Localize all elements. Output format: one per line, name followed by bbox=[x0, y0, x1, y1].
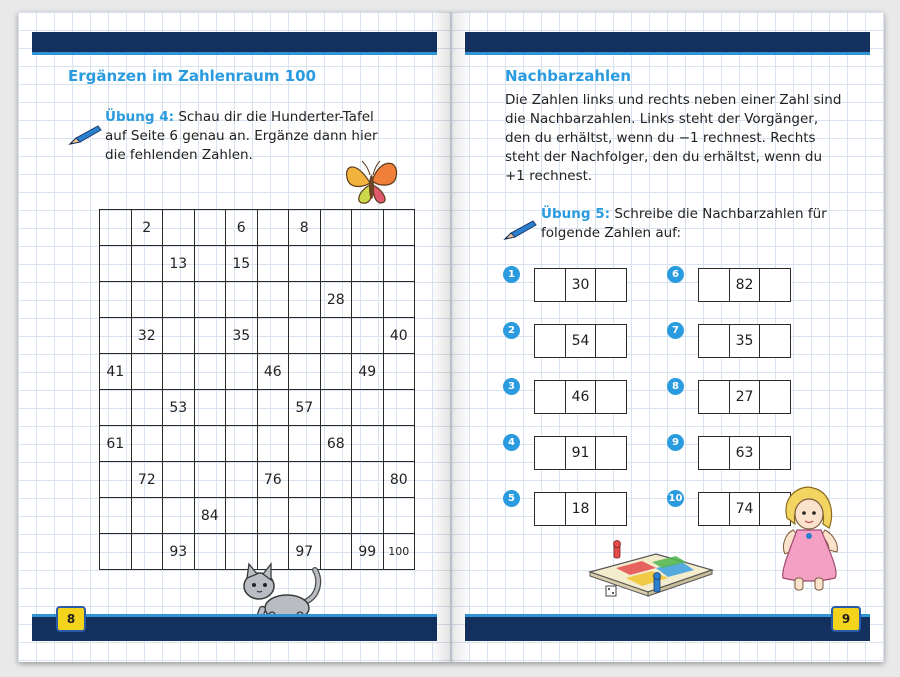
grid-row bbox=[100, 246, 415, 282]
grid-cell-given: 49 bbox=[352, 354, 384, 390]
task-number-badge: 9 bbox=[667, 434, 684, 451]
grid-cell-empty[interactable] bbox=[257, 390, 289, 426]
grid-cell-empty[interactable] bbox=[352, 390, 384, 426]
exercise-5-label: Übung 5: bbox=[541, 206, 611, 222]
instruction-line: folgende Zahlen auf: bbox=[541, 225, 681, 241]
grid-cell-empty[interactable] bbox=[194, 354, 226, 390]
grid-cell-empty[interactable] bbox=[289, 318, 321, 354]
grid-cell-given: 72 bbox=[131, 462, 163, 498]
grid-cell-given: 35 bbox=[226, 318, 258, 354]
grid-cell-given: 68 bbox=[320, 426, 352, 462]
grid-cell-empty[interactable] bbox=[226, 390, 258, 426]
instruction-line: Schau dir die Hunderter-Tafel bbox=[178, 109, 374, 125]
neighbor-task bbox=[667, 324, 791, 358]
predecessor-box[interactable] bbox=[534, 436, 566, 470]
grid-cell-empty[interactable] bbox=[383, 354, 415, 390]
predecessor-box[interactable] bbox=[698, 492, 730, 526]
grid-row bbox=[100, 390, 415, 426]
grid-cell-empty[interactable] bbox=[194, 282, 226, 318]
grid-cell-empty[interactable] bbox=[163, 426, 195, 462]
grid-cell-empty[interactable] bbox=[163, 282, 195, 318]
successor-box[interactable] bbox=[759, 436, 791, 470]
grid-cell-empty[interactable] bbox=[100, 534, 132, 570]
grid-cell-empty[interactable] bbox=[383, 390, 415, 426]
neighbor-task bbox=[503, 436, 627, 470]
grid-cell-empty[interactable] bbox=[100, 390, 132, 426]
grid-cell-empty[interactable] bbox=[100, 246, 132, 282]
given-number: 82 bbox=[729, 268, 761, 302]
grid-cell-empty[interactable] bbox=[226, 354, 258, 390]
grid-cell-empty[interactable] bbox=[257, 426, 289, 462]
grid-cell-given: 61 bbox=[100, 426, 132, 462]
bottom-band bbox=[465, 614, 870, 641]
grid-cell-empty[interactable] bbox=[383, 426, 415, 462]
grid-cell-given: 99 bbox=[352, 534, 384, 570]
grid-cell-empty[interactable] bbox=[383, 282, 415, 318]
successor-box[interactable] bbox=[595, 436, 627, 470]
grid-cell-empty[interactable] bbox=[320, 354, 352, 390]
given-number: 30 bbox=[565, 268, 597, 302]
grid-cell-empty[interactable] bbox=[352, 282, 384, 318]
grid-cell-empty[interactable] bbox=[194, 462, 226, 498]
predecessor-box[interactable] bbox=[534, 380, 566, 414]
neighbor-intro bbox=[505, 91, 865, 186]
successor-box[interactable] bbox=[595, 492, 627, 526]
given-number: 74 bbox=[729, 492, 761, 526]
grid-cell-empty[interactable] bbox=[163, 354, 195, 390]
grid-cell-empty[interactable] bbox=[383, 246, 415, 282]
grid-cell-given: 8 bbox=[289, 210, 321, 246]
grid-cell-empty[interactable] bbox=[131, 354, 163, 390]
grid-cell-empty[interactable] bbox=[163, 210, 195, 246]
grid-cell-empty[interactable] bbox=[100, 210, 132, 246]
predecessor-box[interactable] bbox=[698, 324, 730, 358]
task-number-badge: 10 bbox=[667, 490, 684, 507]
given-number: 63 bbox=[729, 436, 761, 470]
instruction-line: auf Seite 6 genau an. Ergänze dann hier bbox=[105, 128, 378, 144]
grid-row bbox=[100, 354, 415, 390]
task-number-badge: 7 bbox=[667, 322, 684, 339]
task-number-badge: 4 bbox=[503, 434, 520, 451]
grid-cell-empty[interactable] bbox=[194, 318, 226, 354]
grid-cell-given: 57 bbox=[289, 390, 321, 426]
grid-cell-empty[interactable] bbox=[163, 498, 195, 534]
intro-line: Die Zahlen links und rechts neben einer Zahl sind bbox=[505, 92, 842, 108]
hundred-grid bbox=[99, 209, 415, 570]
grid-cell-empty[interactable] bbox=[131, 282, 163, 318]
predecessor-box[interactable] bbox=[534, 324, 566, 358]
grid-cell-empty[interactable] bbox=[352, 498, 384, 534]
page-number-left: 8 bbox=[56, 606, 86, 632]
grid-cell-empty[interactable] bbox=[131, 534, 163, 570]
grid-cell-given: 97 bbox=[289, 534, 321, 570]
grid-cell-empty[interactable] bbox=[257, 282, 289, 318]
predecessor-box[interactable] bbox=[534, 492, 566, 526]
grid-cell-given: 100 bbox=[383, 534, 415, 570]
grid-cell-empty[interactable] bbox=[320, 390, 352, 426]
grid-cell-empty[interactable] bbox=[320, 246, 352, 282]
given-number: 46 bbox=[565, 380, 597, 414]
successor-box[interactable] bbox=[595, 380, 627, 414]
grid-cell-empty[interactable] bbox=[194, 246, 226, 282]
butterfly-icon bbox=[340, 155, 404, 213]
grid-cell-empty[interactable] bbox=[257, 210, 289, 246]
predecessor-box[interactable] bbox=[534, 268, 566, 302]
neighbor-task bbox=[667, 380, 791, 414]
grid-cell-empty[interactable] bbox=[131, 498, 163, 534]
grid-cell-empty[interactable] bbox=[257, 498, 289, 534]
grid-cell-given: 53 bbox=[163, 390, 195, 426]
grid-cell-empty[interactable] bbox=[194, 534, 226, 570]
grid-cell-empty[interactable] bbox=[320, 318, 352, 354]
grid-cell-empty[interactable] bbox=[100, 318, 132, 354]
page-number-right: 9 bbox=[831, 606, 861, 632]
grid-cell-empty[interactable] bbox=[289, 462, 321, 498]
exercise-4-label: Übung 4: bbox=[105, 109, 175, 125]
left-page-heading: Ergänzen im Zahlenraum 100 bbox=[68, 67, 317, 85]
grid-cell-empty[interactable] bbox=[257, 246, 289, 282]
grid-cell-empty[interactable] bbox=[131, 390, 163, 426]
grid-cell-empty[interactable] bbox=[194, 210, 226, 246]
grid-cell-empty[interactable] bbox=[194, 426, 226, 462]
neighbor-task bbox=[503, 268, 627, 302]
right-page bbox=[451, 12, 884, 662]
grid-cell-empty[interactable] bbox=[383, 210, 415, 246]
successor-box[interactable] bbox=[595, 268, 627, 302]
grid-cell-given: 84 bbox=[194, 498, 226, 534]
top-band bbox=[465, 32, 870, 55]
instruction-line: die fehlenden Zahlen. bbox=[105, 147, 253, 163]
given-number: 35 bbox=[729, 324, 761, 358]
grid-cell-empty[interactable] bbox=[289, 426, 321, 462]
given-number: 91 bbox=[565, 436, 597, 470]
grid-cell-given: 13 bbox=[163, 246, 195, 282]
doll-icon bbox=[773, 484, 845, 594]
predecessor-box[interactable] bbox=[698, 268, 730, 302]
right-page-heading: Nachbarzahlen bbox=[505, 67, 632, 85]
task-number-badge: 1 bbox=[503, 266, 520, 283]
successor-box[interactable] bbox=[759, 380, 791, 414]
left-page bbox=[18, 12, 451, 662]
grid-cell-given: 15 bbox=[226, 246, 258, 282]
intro-line: +1 rechnest. bbox=[505, 168, 593, 184]
grid-cell-empty[interactable] bbox=[289, 246, 321, 282]
pencil-icon bbox=[68, 124, 102, 146]
grid-cell-empty[interactable] bbox=[320, 462, 352, 498]
grid-cell-empty[interactable] bbox=[163, 318, 195, 354]
successor-box[interactable] bbox=[759, 324, 791, 358]
board-game-icon bbox=[586, 540, 716, 606]
grid-row bbox=[100, 318, 415, 354]
book-spread bbox=[18, 12, 884, 662]
intro-line: den du erhältst, wenn du −1 rechnest. Rechts bbox=[505, 130, 816, 146]
grid-cell-empty[interactable] bbox=[289, 282, 321, 318]
grid-cell-empty[interactable] bbox=[163, 462, 195, 498]
grid-cell-given: 76 bbox=[257, 462, 289, 498]
grid-cell-empty[interactable] bbox=[289, 498, 321, 534]
intro-line: steht der Nachfolger, den du erhältst, wenn du bbox=[505, 149, 823, 165]
grid-row bbox=[100, 426, 415, 462]
grid-row bbox=[100, 462, 415, 498]
grid-cell-empty[interactable] bbox=[257, 318, 289, 354]
task-number-badge: 6 bbox=[667, 266, 684, 283]
grid-cell-empty[interactable] bbox=[352, 246, 384, 282]
grid-cell-empty[interactable] bbox=[289, 354, 321, 390]
grid-cell-empty[interactable] bbox=[100, 282, 132, 318]
grid-cell-given: 46 bbox=[257, 354, 289, 390]
predecessor-box[interactable] bbox=[698, 380, 730, 414]
grid-cell-given: 93 bbox=[163, 534, 195, 570]
grid-cell-empty[interactable] bbox=[352, 210, 384, 246]
grid-cell-given: 41 bbox=[100, 354, 132, 390]
grid-cell-given: 2 bbox=[131, 210, 163, 246]
grid-cell-empty[interactable] bbox=[100, 498, 132, 534]
task-number-badge: 3 bbox=[503, 378, 520, 395]
task-number-badge: 8 bbox=[667, 378, 684, 395]
top-band bbox=[32, 32, 437, 55]
predecessor-box[interactable] bbox=[698, 436, 730, 470]
given-number: 54 bbox=[565, 324, 597, 358]
exercise-5-instruction bbox=[541, 205, 861, 243]
grid-cell-empty[interactable] bbox=[320, 210, 352, 246]
grid-row bbox=[100, 282, 415, 318]
grid-cell-given: 40 bbox=[383, 318, 415, 354]
grid-cell-empty[interactable] bbox=[226, 498, 258, 534]
neighbor-task bbox=[503, 324, 627, 358]
task-number-badge: 5 bbox=[503, 490, 520, 507]
neighbor-task bbox=[503, 492, 627, 526]
grid-cell-given: 28 bbox=[320, 282, 352, 318]
given-number: 27 bbox=[729, 380, 761, 414]
grid-cell-given: 80 bbox=[383, 462, 415, 498]
grid-cell-empty[interactable] bbox=[352, 426, 384, 462]
grid-cell-empty[interactable] bbox=[352, 462, 384, 498]
grid-cell-empty[interactable] bbox=[100, 462, 132, 498]
grid-cell-empty[interactable] bbox=[226, 426, 258, 462]
neighbor-task bbox=[503, 380, 627, 414]
grid-cell-empty[interactable] bbox=[352, 318, 384, 354]
given-number: 18 bbox=[565, 492, 597, 526]
grid-cell-empty[interactable] bbox=[226, 462, 258, 498]
grid-cell-empty[interactable] bbox=[131, 426, 163, 462]
grid-row bbox=[100, 498, 415, 534]
grid-row bbox=[100, 210, 415, 246]
grid-cell-empty[interactable] bbox=[194, 390, 226, 426]
neighbor-task bbox=[667, 268, 791, 302]
grid-cell-given: 32 bbox=[131, 318, 163, 354]
bottom-band bbox=[32, 614, 437, 641]
grid-cell-empty[interactable] bbox=[383, 498, 415, 534]
grid-cell-empty[interactable] bbox=[131, 246, 163, 282]
grid-cell-empty[interactable] bbox=[320, 498, 352, 534]
successor-box[interactable] bbox=[595, 324, 627, 358]
intro-line: die Nachbarzahlen. Links steht der Vorgänger, bbox=[505, 111, 819, 127]
task-number-badge: 2 bbox=[503, 322, 520, 339]
neighbor-task bbox=[667, 436, 791, 470]
grid-cell-empty[interactable] bbox=[226, 282, 258, 318]
successor-box[interactable] bbox=[759, 268, 791, 302]
grid-cell-given: 6 bbox=[226, 210, 258, 246]
pencil-icon bbox=[503, 219, 537, 241]
instruction-line: Schreibe die Nachbarzahlen für bbox=[614, 206, 827, 222]
